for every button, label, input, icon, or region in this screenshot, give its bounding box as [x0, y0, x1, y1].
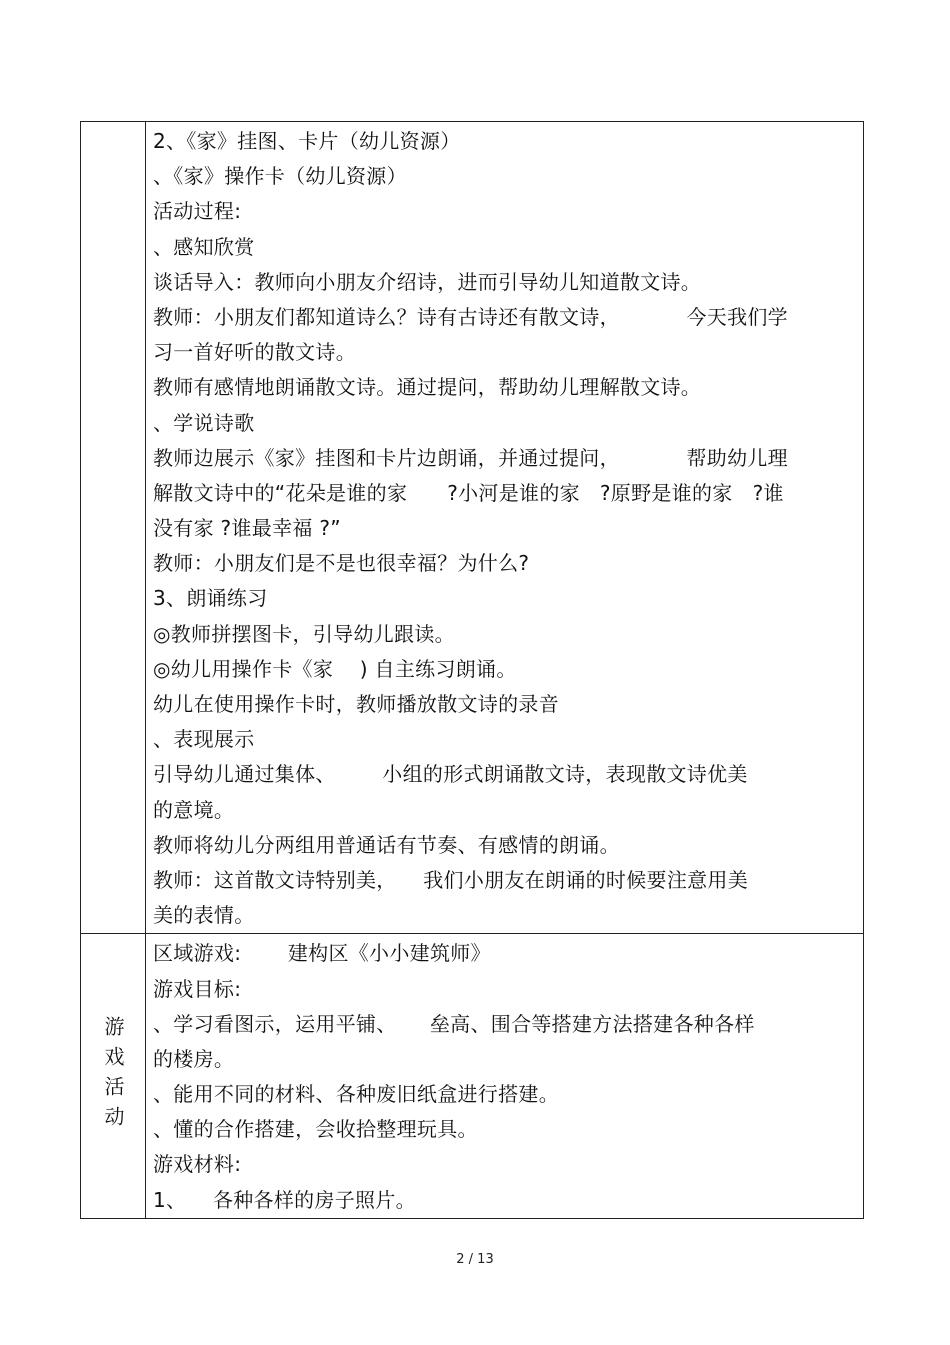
text-line: 教师：小朋友们是不是也很幸福？为什么? — [153, 551, 530, 576]
text-line: 教师：这首散文诗特别美， 我们小朋友在朗诵的时候要注意用美 — [153, 867, 749, 892]
text-line: 、表现展示 — [153, 727, 255, 752]
text-line: 1、 各种各样的房子照片。 — [153, 1187, 416, 1212]
text-line: 教师有感情地朗诵散文诗。通过提问，帮助幼儿理解散文诗。 — [153, 375, 702, 400]
text-line: 幼儿在使用操作卡时，教师播放散文诗的录音 — [153, 692, 559, 716]
text-line: 引导幼儿通过集体、 小组的形式朗诵散文诗，表现散文诗优美 — [153, 762, 748, 787]
text-line: 谈话导入：教师向小朋友介绍诗，进而引导幼儿知道散文诗。 — [153, 269, 702, 294]
text-line: 、能用不同的材料、各种废旧纸盒进行搭建。 — [153, 1082, 559, 1107]
text-line: 、学说诗歌 — [153, 410, 255, 435]
text-line: 、懂的合作搭建，会收拾整理玩具。 — [153, 1117, 478, 1142]
text-line: 解散文诗中的“花朵是谁的家 ?小河是谁的家 ?原野是谁的家 ?谁 — [153, 480, 784, 505]
text-line: 、《家》操作卡（幼儿资源） — [153, 164, 407, 189]
text-line: 美的表情。 — [153, 903, 255, 928]
text-line: 教师边展示《家》挂图和卡片边朗诵，并通过提问， 帮助幼儿理 — [153, 445, 788, 470]
text-line: 区域游戏: 建构区《小小建筑师》 — [153, 941, 491, 966]
content-lines — [153, 124, 859, 933]
text-line: 教师将幼儿分两组用普通话有节奏、有感情的朗诵。 — [153, 832, 620, 857]
row-label-cell — [81, 122, 146, 934]
text-line: 没有家 ?谁最幸福 ?” — [153, 516, 341, 541]
text-line: 3、朗诵练习 — [153, 586, 268, 611]
row-label-cell — [81, 934, 146, 1219]
table-row-game-activity — [81, 934, 864, 1219]
text-line: ◎幼儿用操作卡《家 ) 自主练习朗诵。 — [153, 656, 517, 681]
text-line: 、学习看图示，运用平铺、 垒高、围合等搭建方法搭建各种各样 — [153, 1011, 755, 1036]
row-label-game-activity: 游戏活动 — [101, 1016, 125, 1137]
content-lines — [153, 936, 859, 1218]
text-line: ◎教师拼摆图卡，引导幼儿跟读。 — [153, 621, 455, 646]
row-content-cell — [146, 934, 864, 1219]
text-line: 、感知欣赏 — [153, 234, 255, 259]
table-row-activity-process — [81, 122, 864, 934]
lesson-plan-table — [80, 121, 864, 1219]
page-number: 2 / 13 — [456, 1252, 494, 1267]
text-line: 教师：小朋友们都知道诗么？诗有古诗还有散文诗， 今天我们学 — [153, 304, 788, 329]
text-line: 的楼房。 — [153, 1046, 235, 1071]
row-content-cell — [146, 122, 864, 934]
text-line: 游戏材料: — [153, 1152, 242, 1177]
text-line: 活动过程: — [153, 199, 242, 224]
text-line: 习一首好听的散文诗。 — [153, 340, 356, 365]
text-line: 游戏目标: — [153, 976, 242, 1001]
text-line: 2、《家》挂图、卡片（幼儿资源） — [153, 129, 461, 153]
text-line: 的意境。 — [153, 797, 235, 822]
